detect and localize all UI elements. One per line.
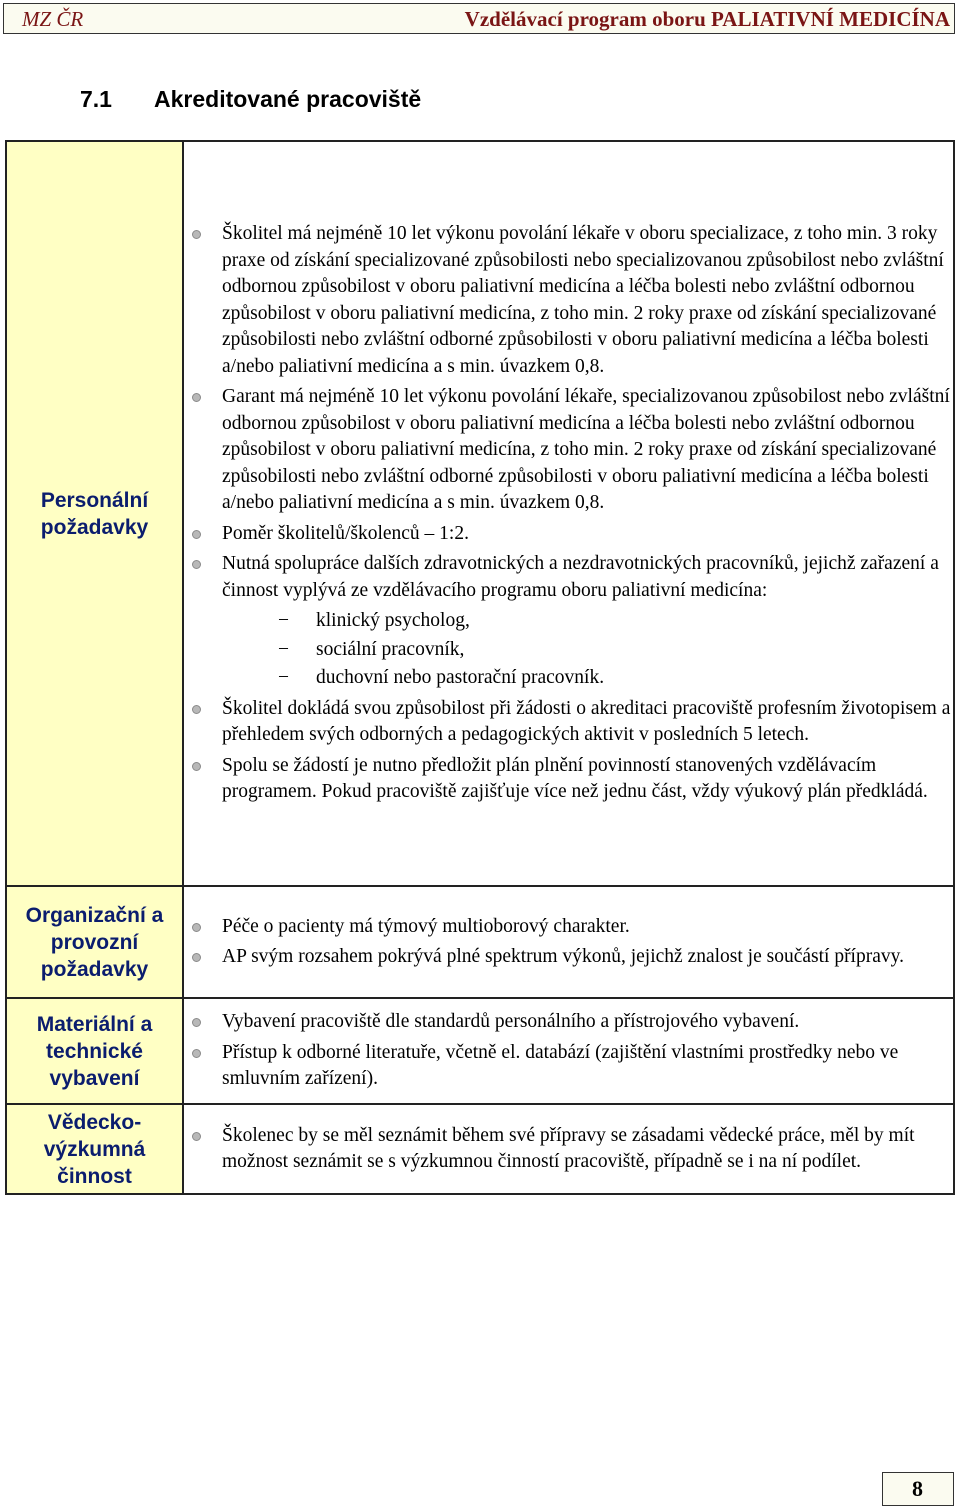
list-item-text: Nutná spolupráce dalších zdravotnických a nezdravotnických pracovníků, jejichž zařazení a činnost vyplývá ze vzdělávacího programu oboru paliativní medicína: (222, 553, 939, 601)
dash-icon: − (278, 638, 289, 660)
list-item-text: Vybavení pracoviště dle standardů personálního a přístrojového vybavení. (222, 1011, 800, 1033)
list-item-text: Poměr školitelů/školenců – 1:2. (222, 522, 469, 544)
bullet-icon (192, 230, 201, 239)
bullet-icon (192, 1132, 201, 1141)
row-label: Materiální a technické vybavení (36, 1012, 153, 1090)
bullet-icon (192, 560, 201, 569)
sub-list-item (222, 608, 953, 635)
list-item (184, 1009, 953, 1036)
header-program-title: Vzdělávací program oboru PALIATIVNÍ MEDICÍNA (464, 7, 950, 31)
row-label: Organizační a provozní požadavky (25, 903, 164, 981)
list-item-text: Školitel dokládá svou způsobilost při žádosti o akreditaci pracoviště profesním životopisem a přehledem svých odborných a pedagogických aktivit v posledních 5 letech. (222, 697, 951, 746)
requirement-list (184, 914, 953, 971)
requirement-list (184, 221, 953, 806)
row-content-cell (183, 886, 954, 998)
list-item (184, 914, 953, 941)
personal-requirements-row (6, 141, 954, 886)
list-item (184, 753, 953, 806)
list-item (184, 1123, 953, 1176)
page-number: 8 (882, 1472, 954, 1506)
list-item (184, 384, 953, 517)
bullet-icon (192, 393, 201, 402)
bullet-icon (192, 530, 201, 539)
list-item (184, 221, 953, 380)
list-item (184, 551, 953, 692)
list-item-text: AP svým rozsahem pokrývá plné spektrum výkonů, jejichž znalost je součástí přípravy. (222, 946, 904, 967)
row-content-cell (183, 1104, 954, 1194)
bullet-icon (192, 1049, 201, 1058)
page-header (3, 3, 955, 34)
row-label-cell (6, 998, 183, 1104)
list-item (184, 1040, 953, 1093)
dash-icon: − (278, 610, 289, 632)
list-item (184, 696, 953, 749)
sub-list-item-text: klinický psycholog, (316, 610, 470, 632)
requirement-list (184, 1009, 953, 1093)
row-content-cell (183, 998, 954, 1104)
list-item (184, 521, 953, 548)
list-item-text: Školenec by se měl seznámit během své přípravy se zásadami vědecké práce, měl by mít možnost seznámit se s výzkumnou činností pracoviště, případně se i na ní podílet. (222, 1124, 915, 1172)
row-label-cell (6, 1104, 183, 1194)
section-number: 7.1 (80, 86, 112, 112)
row-label-cell (6, 141, 183, 886)
list-item-text: Garant má nejméně 10 let výkonu povolání lékaře, specializovanou způsobilost nebo zvláštní odbornou způsobilost v oboru paliativní medicína a léčba bolesti nebo zvláštní odbornou způsobilost v oboru paliativní medicína, z toho min. 2 roky praxe od získání specializované způsobilosti nebo zvláštní odborné způsobilosti v oboru paliativní medicína a léčba bolesti a/nebo paliativní medicína a s min. úvazkem 0,8. (222, 386, 950, 514)
material-equipment-row (6, 998, 954, 1104)
requirement-list (184, 1123, 953, 1176)
sub-list-item-text: sociální pracovník, (316, 638, 465, 660)
accreditation-table (5, 140, 955, 1195)
section-heading (80, 86, 421, 113)
list-item-text: Přístup k odborné literatuře, včetně el. databází (zajištění vlastními prostředky nebo ve smluvním zařízení). (222, 1041, 899, 1090)
list-item (184, 944, 953, 971)
sub-list-item (222, 637, 953, 664)
row-label: Vědecko-výzkumná činnost (43, 1110, 146, 1188)
sub-list (222, 608, 953, 692)
list-item-text: Spolu se žádostí je nutno předložit plán plnění povinností stanovených vzdělávacím programem. Pokud pracoviště zajišťuje více než jednu část, vždy výukový plán předkládá. (222, 754, 928, 803)
row-content-cell (183, 141, 954, 886)
organizational-requirements-row (6, 886, 954, 998)
bullet-icon (192, 705, 201, 714)
sub-list-item-text: duchovní nebo pastorační pracovník. (316, 667, 605, 689)
sub-list-item (222, 665, 953, 692)
dash-icon: − (278, 667, 289, 689)
row-label-cell (6, 886, 183, 998)
list-item-text: Péče o pacienty má týmový multioborový charakter. (222, 915, 630, 937)
bullet-icon (192, 953, 201, 962)
list-item-text: Školitel má nejméně 10 let výkonu povolání lékaře v oboru specializace, z toho min. 3 roky praxe od získání specializované způsobilosti nebo specializovanou způsobilost nebo zvláštní odbornou způsobilost v oboru paliativní medicína a léčba bolesti nebo zvláštní odbornou způsobilost v oboru paliativní medicína, z toho min. 2 roky praxe od získání specializované způsobilosti nebo zvláštní odborné způsobilosti v oboru paliativní medicína a léčba bolesti a/nebo paliativní medicína a s min. úvazkem 0,8. (222, 223, 944, 377)
bullet-icon (192, 762, 201, 771)
row-label: Personální požadavky (40, 488, 149, 539)
bullet-icon (192, 923, 201, 932)
bullet-icon (192, 1018, 201, 1027)
research-activity-row (6, 1104, 954, 1194)
section-title: Akreditované pracoviště (154, 86, 422, 112)
header-ministry: MZ ČR (22, 7, 84, 31)
